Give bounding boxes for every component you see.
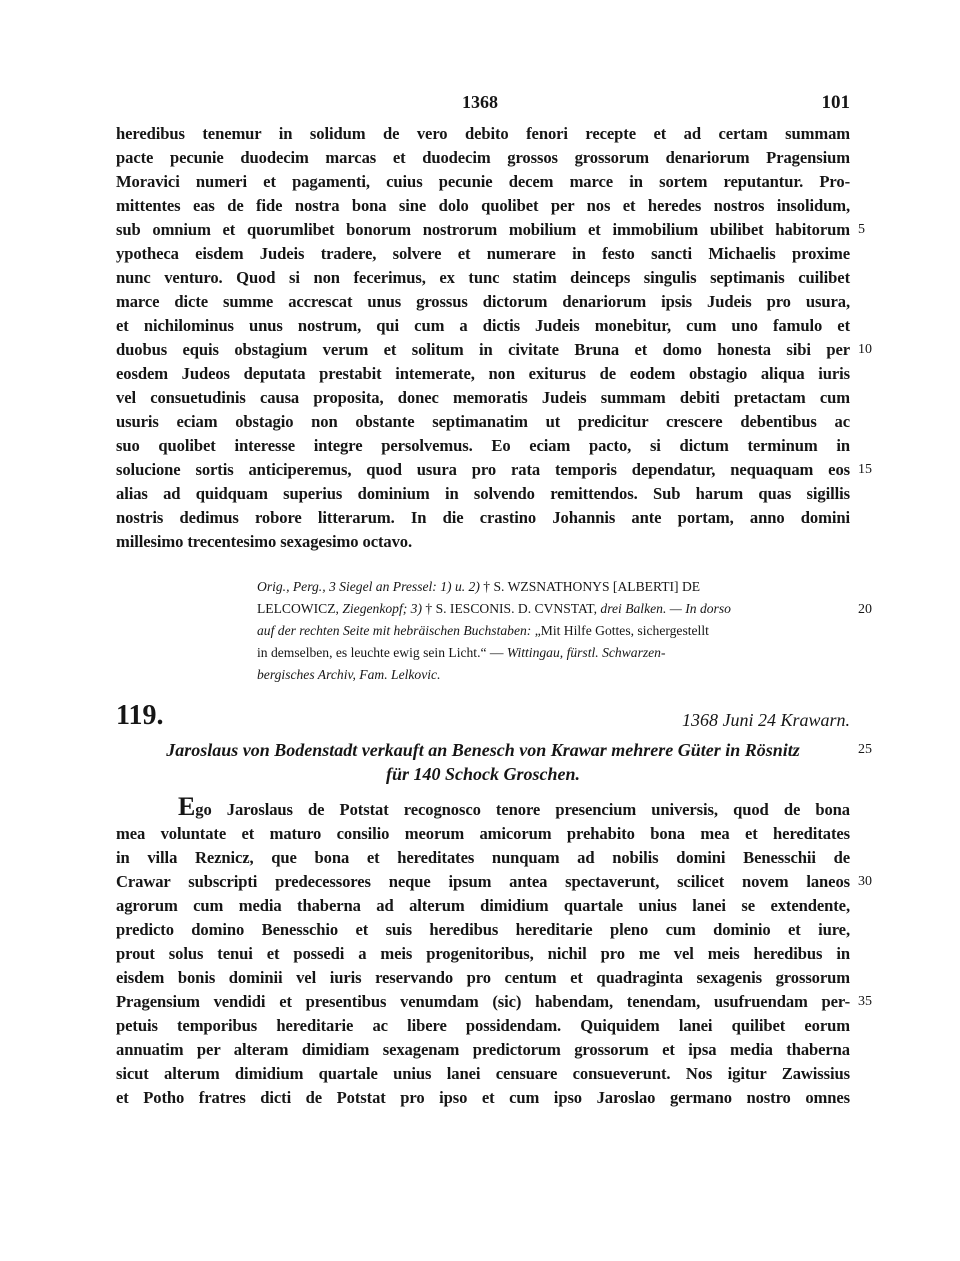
initial-letter: E <box>178 792 196 821</box>
text-line: mittentes eas de fide nostra bona sine dolo quolibet per nos et heredes nostros insolidum, <box>116 196 850 215</box>
note-line: LELCOWICZ, Ziegenkopf; 3) † S. IESCONIS. D. CVNSTAT, drei Balken. — In dorso <box>257 601 731 616</box>
margin-line-number: 30 <box>858 874 872 889</box>
text-line: et nichilominus unus nostrum, qui cum a dictis Judeis monebitur, cum uno famulo et <box>116 316 850 335</box>
document-number: 119. <box>116 700 164 731</box>
text-line: annuatim per alteram dimidiam sexagenam predictorum grossorum et ipsa media thaberna <box>116 1040 850 1059</box>
text-line: usuris eciam obstagio non obstante septimanatim ut predicitur crescere debentibus ac <box>116 412 850 431</box>
text-line: millesimo trecentesimo sexagesimo octavo. <box>116 532 413 551</box>
text-line: eisdem bonis dominii vel iuris reservando pro centum et quadraginta sexagenis grossorum <box>116 968 850 987</box>
text-line: prout solus tenui et possedi a meis progenitoribus, nichil pro me vel meis heredibus in <box>116 944 850 963</box>
text-line: marce dicte summe accrescat unus grossus dictorum denariorum ipsis Judeis pro usura, <box>116 292 850 311</box>
page-header <box>116 92 850 116</box>
text-line: mea voluntate et maturo consilio meorum amicorum prehabito bona mea et hereditates <box>116 824 850 843</box>
note-line: Orig., Perg., 3 Siegel an Pressel: 1) u. 2) † S. WZSNATHONYS [ALBERTI] DE <box>257 579 701 594</box>
regest-line: Jaroslaus von Bodenstadt verkauft an Benesch von Krawar mehrere Güter in Rösnitz <box>166 740 800 760</box>
text-line: alias ad quidquam superius dominium in solvendo remittendos. Sub harum quas sigillis <box>116 484 850 503</box>
margin-line-number: 25 <box>858 742 872 757</box>
margin-line-number: 10 <box>858 342 872 357</box>
text-line: vel consuetudinis causa proposita, donec memoratis Judeis summam debiti pretactam cum <box>116 388 850 407</box>
text-line: Moravici numeri et pagamenti, cuius pecunie decem marce in sortem reputantur. Pro- <box>116 172 850 191</box>
text-line: Ego Jaroslaus de Potstat recognosco tenore presencium universis, quod de bona <box>178 792 850 821</box>
text-line: in villa Reznicz, que bona et hereditates nunquam ad nobilis domini Benesschii de <box>116 848 850 867</box>
note-line: bergisches Archiv, Fam. Lelkovic. <box>257 667 441 682</box>
text-line: predicto domino Benesschio et suis heredibus hereditarie pleno cum dominio et iure, <box>116 920 850 939</box>
text-line: nostris dedimus robore litterarum. In die crastino Johannis ante portam, anno domini <box>116 508 850 527</box>
text-line: nunc venturo. Quod si non fecerimus, ex tunc statim deinceps singulis septimanis cuilibet <box>116 268 850 287</box>
text-line: Crawar subscripti predecessores neque ipsum antea spectaverunt, scilicet novem laneos <box>116 872 850 891</box>
note-line: auf der rechten Seite mit hebräischen Buchstaben: „Mit Hilfe Gottes, sichergestellt <box>257 623 709 638</box>
margin-line-number: 35 <box>858 994 872 1009</box>
text-line: et Potho fratres dicti de Potstat pro ipso et cum ipso Jaroslao germano nostro omnes <box>116 1088 850 1107</box>
text-line: agrorum cum media thaberna ad alterum dimidium quartale unius lanei se extendente, <box>116 896 850 915</box>
text-line: pacte pecunie duodecim marcas et duodecim grossos grossorum denariorum Pragensium <box>116 148 850 167</box>
margin-line-number: 15 <box>858 462 872 477</box>
text-line: heredibus tenemur in solidum de vero debito fenori recepte et ad certam summam <box>116 124 850 143</box>
text-line: Pragensium vendidi et presentibus venumdam (sic) habendam, tenendam, usufruendam per- <box>116 992 850 1011</box>
text-line: eosdem Judeos deputata prestabit intemerate, non exiturus de eodem obstagio aliqua iuris <box>116 364 850 383</box>
regest-line: für 140 Schock Groschen. <box>385 764 581 784</box>
text-line: solucione sortis anticiperemus, quod usura pro rata temporis dependatur, nequaquam eos <box>116 460 850 479</box>
note-line: in demselben, es leuchte ewig sein Licht.“ — Wittingau, fürstl. Schwarzen- <box>257 645 666 660</box>
text-line: ypotheca eisdem Judeis tradere, solvere et numerare in festo sancti Michaelis proxime <box>116 244 850 263</box>
text-line: sub omnium et quorumlibet bonorum nostrorum mobilium et immobilium ubilibet habitorum <box>116 220 850 239</box>
margin-line-number: 5 <box>858 222 865 237</box>
text-line: sicut alterum dimidium quartale unius lanei censuare consueverunt. Nos igitur Zawissius <box>116 1064 850 1083</box>
margin-line-number: 20 <box>858 602 872 617</box>
running-year: 1368 <box>462 92 498 112</box>
text-line: duobus equis obstagium verum et solitum in civitate Bruna et domo honesta sibi per <box>116 340 850 359</box>
text-line: suo quolibet interesse integre persolvemus. Eo eciam pacto, si dictum terminum in <box>116 436 850 455</box>
page-number: 101 <box>821 92 850 113</box>
text-line: petuis temporibus hereditarie ac libere possidendam. Quiquidem lanei quilibet eorum <box>116 1016 850 1035</box>
document-date-place: 1368 Juni 24 Krawarn. <box>681 710 850 730</box>
